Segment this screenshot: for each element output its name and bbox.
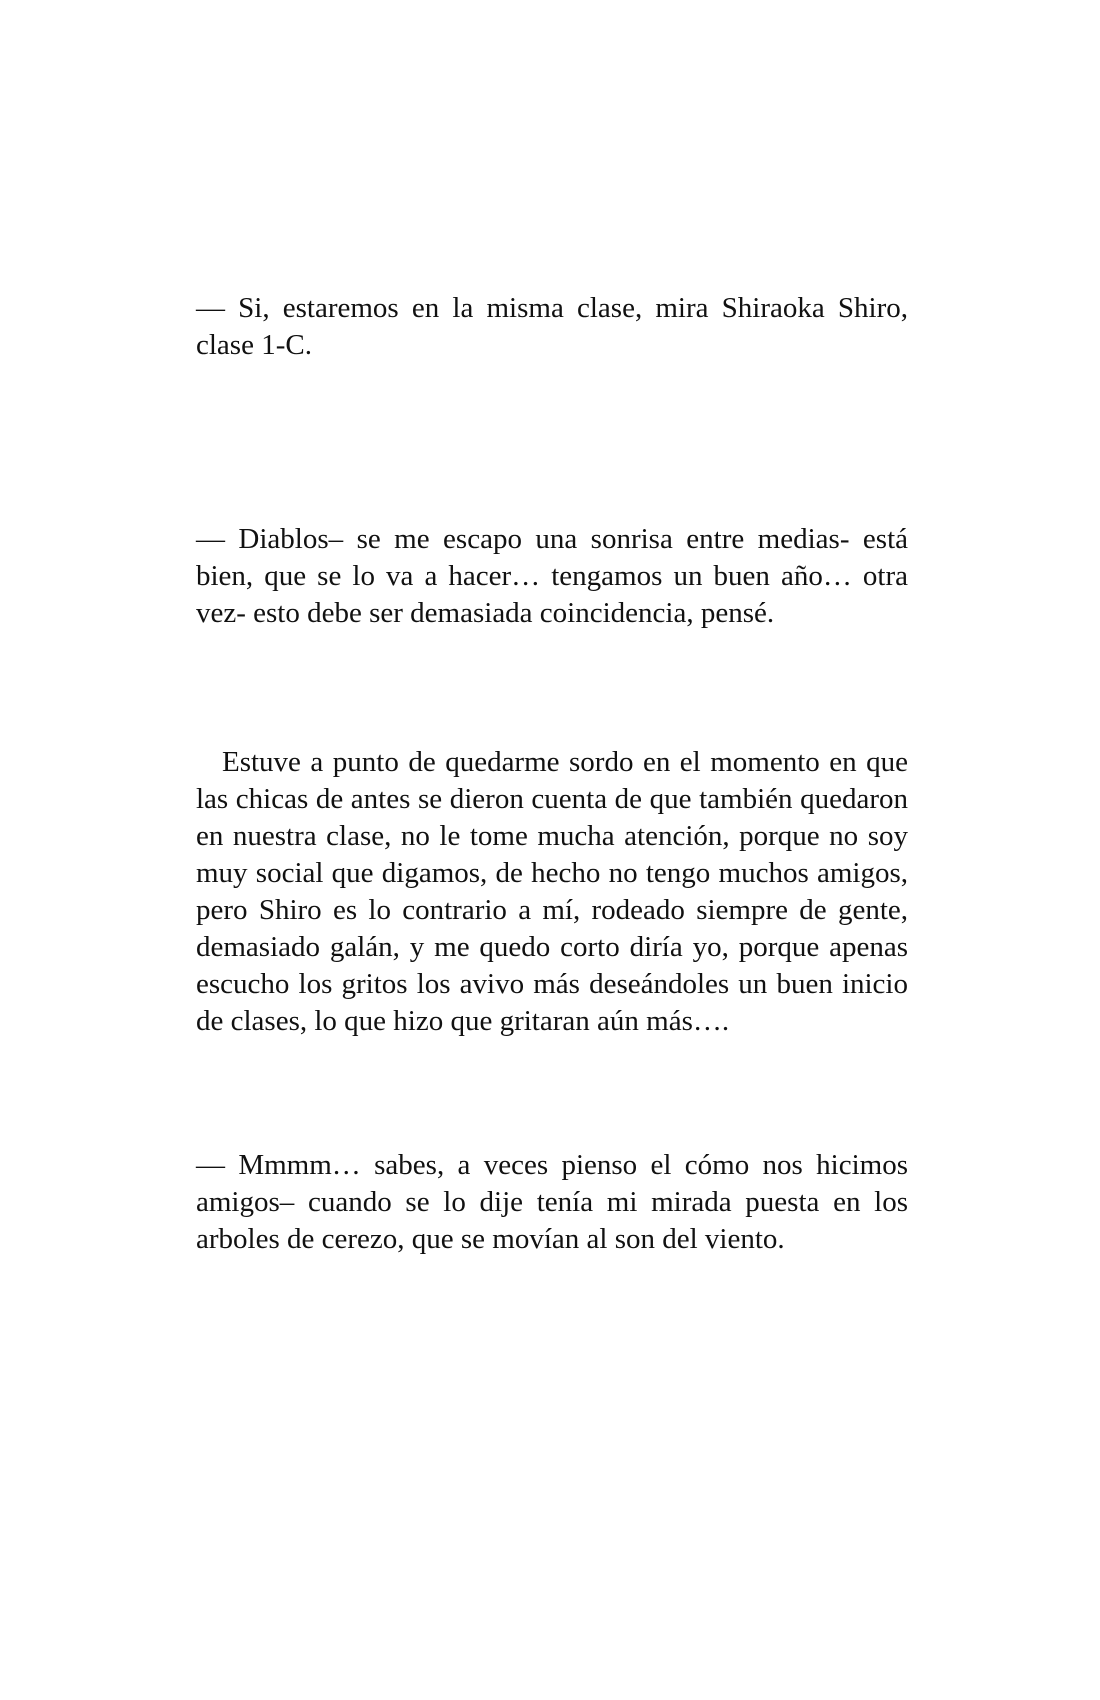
paragraph-narration: Estuve a punto de quedarme sordo en el momento en que las chicas de antes se dieron cuenta de que también quedaron en nuestra clase, no le tome mucha atención, porque no soy muy social que digamos, de hecho no tengo muchos amigos, pero Shiro es lo contrario a mí, rodeado siempre de gente, demasiado galán, y me quedo corto diría yo, porque apenas escucho los gritos los avivo más deseándoles un buen inicio de clases, lo que hizo que gritaran aún más…. bbox=[196, 746, 908, 1037]
paragraph-dialogue-2: — Diablos– se me escapo una sonrisa entre medias- está bien, que se lo va a hacer… tengamos un buen año… otra vez- esto debe ser demasiada coincidencia, pensé. bbox=[196, 523, 908, 629]
paragraph-dialogue-1: — Si, estaremos en la misma clase, mira Shiraoka Shiro, clase 1-C. bbox=[196, 292, 908, 361]
paragraph-dialogue-3: — Mmmm… sabes, a veces pienso el cómo nos hicimos amigos– cuando se lo dije tenía mi mirada puesta en los arboles de cerezo, que se movían al son del viento. bbox=[196, 1149, 908, 1255]
page-body bbox=[196, 290, 908, 1258]
